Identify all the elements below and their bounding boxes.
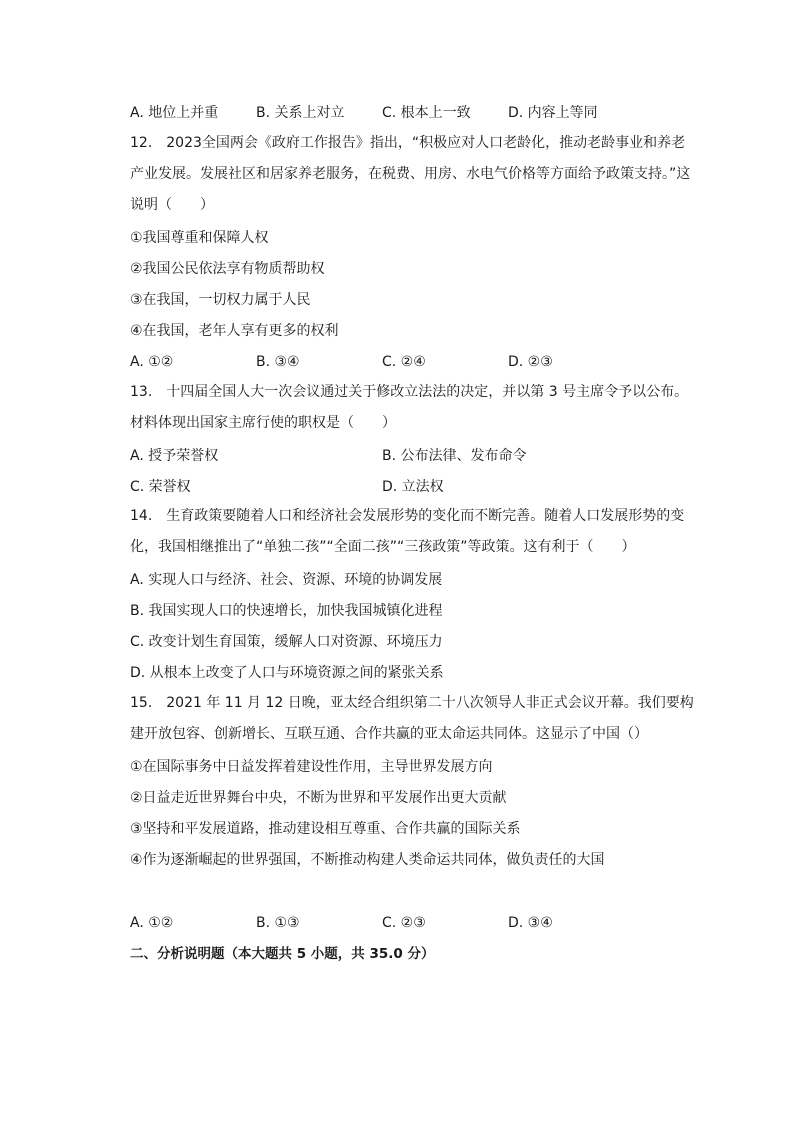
- q12-statement-4: ④在我国，老年人享有更多的权利: [130, 323, 339, 339]
- q15-statement-2: ②日益走近世界舞台中央，不断为世界和平发展作出更大贡献: [130, 790, 507, 806]
- q15-statement-3: ③坚持和平发展道路，推动建设相互尊重、合作共赢的国际关系: [130, 821, 521, 837]
- q15-option-b: B. ①③: [256, 915, 300, 931]
- q12-statement-3: ③在我国，一切权力属于人民: [130, 292, 311, 308]
- q15-option-c: C. ②③: [382, 915, 426, 931]
- q11-option-a: A. 地位上并重: [130, 105, 219, 121]
- q15-statement-1: ①在国际事务中日益发挥着建设性作用，主导世界发展方向: [130, 759, 493, 775]
- q12-statement-1: ①我国尊重和保障人权: [130, 230, 269, 246]
- q13-option-d: D. 立法权: [382, 479, 444, 495]
- section-heading: 二、分析说明题（本大题共 5 小题，共 35.0 分）: [130, 946, 435, 962]
- q13-stem: 13. 十四届全国人大一次会议通过关于修改立法法的决定，并以第 3 号主席令予以公布。材料体现出国家主席行使的职权是（ ）: [130, 384, 689, 431]
- q13-option-c: C. 荣誉权: [130, 479, 191, 495]
- q11-option-c: C. 根本上一致: [382, 105, 471, 121]
- q15-stem: 15. 2021 年 11 月 12 日晚，亚太经合组织第二十八次领导人非正式会议开幕。我们要构建开放包容、创新增长、互联互通、合作共赢的亚太命运共同体。这显示了中国（）: [130, 695, 694, 742]
- q12-option-d: D. ②③: [508, 354, 553, 370]
- q14-option-a: A. 实现人口与经济、社会、资源、环境的协调发展: [130, 572, 443, 588]
- q14-option-d: D. 从根本上改变了人口与环境资源之间的紧张关系: [130, 665, 444, 681]
- q15-option-a: A. ①②: [130, 915, 174, 931]
- q12-statement-2: ②我国公民依法享有物质帮助权: [130, 261, 325, 277]
- q12-option-a: A. ①②: [130, 354, 174, 370]
- q12-option-b: B. ③④: [256, 354, 300, 370]
- q14-stem: 14. 生育政策要随着人口和经济社会发展形势的变化而不断完善。随着人口发展形势的变化，我国相继推出了“单独二孩”“全面二孩”“三孩政策”等政策。这有利于（ ）: [130, 508, 685, 555]
- q14-option-c: C. 改变计划生育国策，缓解人口对资源、环境压力: [130, 634, 443, 650]
- q11-option-b: B. 关系上对立: [256, 105, 345, 121]
- q11-option-d: D. 内容上等同: [508, 105, 598, 121]
- q13-option-a: A. 授予荣誉权: [130, 448, 219, 464]
- q12-stem: 12. 2023全国两会《政府工作报告》指出，“积极应对人口老龄化，推动老龄事业和养老产业发展。发展社区和居家养老服务，在税费、用房、水电气价格等方面给予政策支持。”这说明（ ）: [130, 135, 691, 213]
- q14-option-b: B. 我国实现人口的快速增长，加快我国城镇化进程: [130, 603, 443, 619]
- q15-statement-4: ④作为逐渐崛起的世界强国，不断推动构建人类命运共同体，做负责任的大国: [130, 852, 605, 868]
- q13-option-b: B. 公布法律、发布命令: [382, 448, 527, 464]
- q12-option-c: C. ②④: [382, 354, 426, 370]
- q15-option-d: D. ③④: [508, 915, 553, 931]
